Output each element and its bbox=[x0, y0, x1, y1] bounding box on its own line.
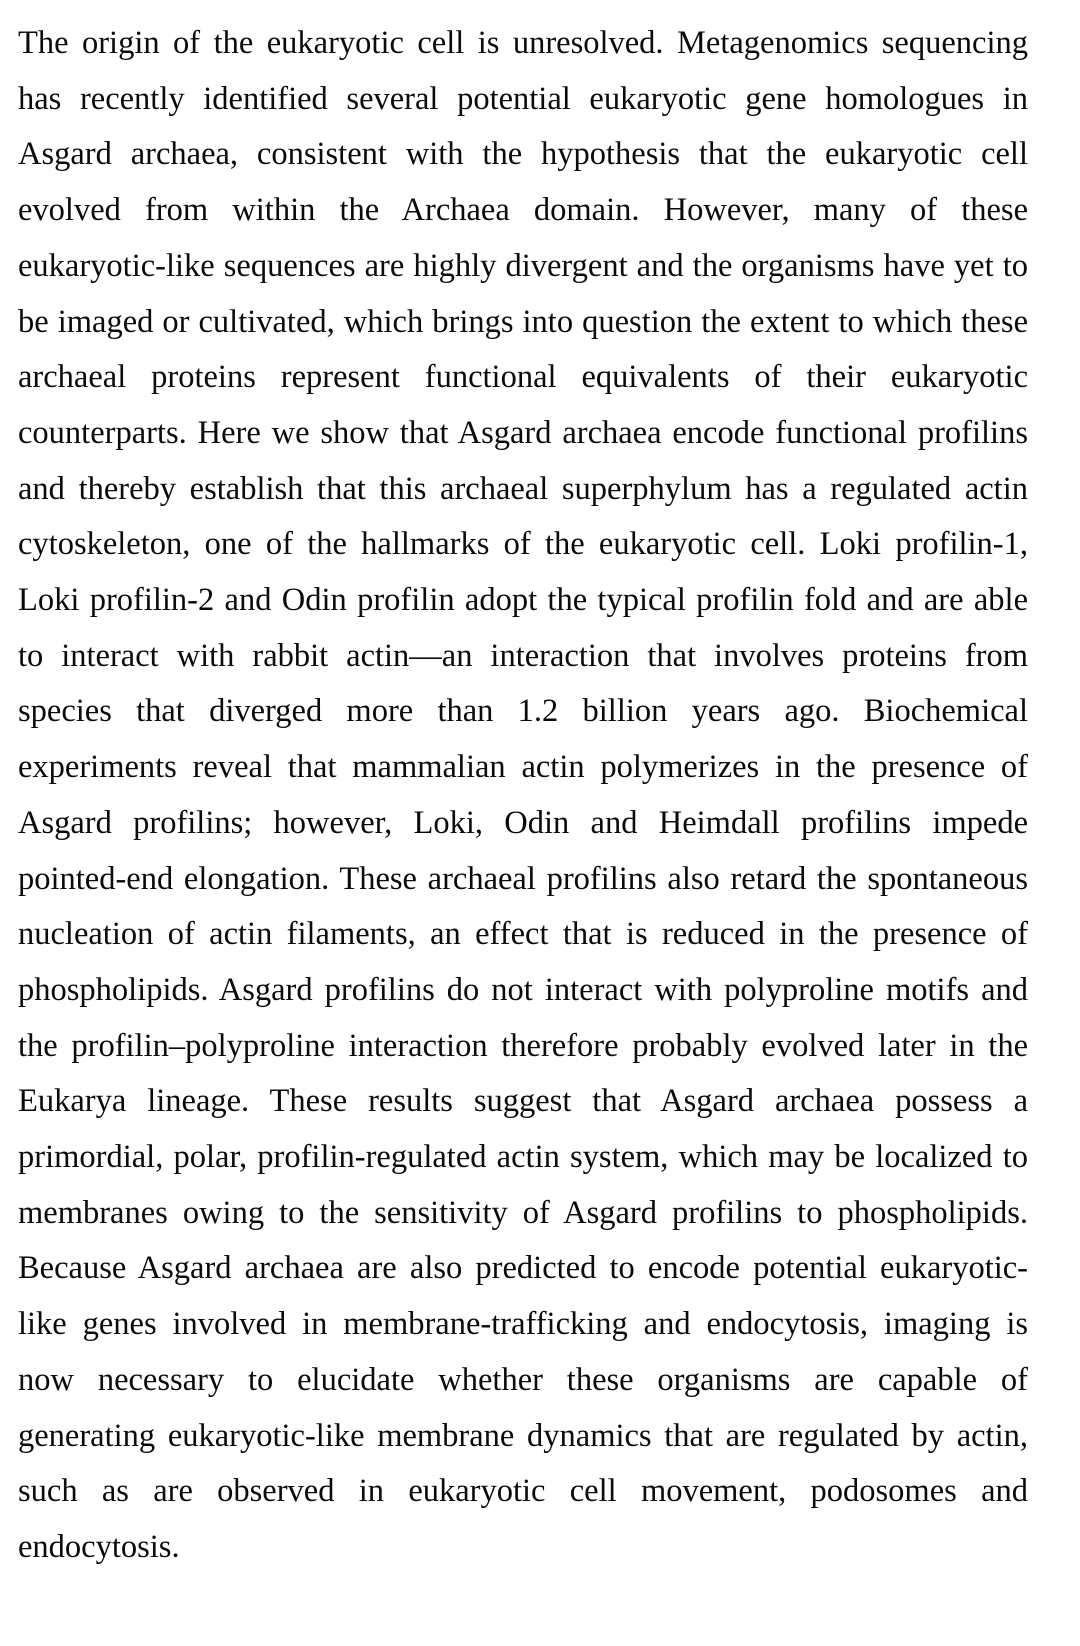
abstract-paragraph: The origin of the eukaryotic cell is unresolved. Metagenomics sequencing has recently identified several potential eukaryotic gene homologues in Asgard archaea, consistent with the hypothesis that the eukaryotic cell evolved from within the Archaea domain. However, many of these eukaryotic-like sequences are highly divergent and the organisms have yet to be imaged or cultivated, which brings into question the extent to which these archaeal proteins represent functional equivalents of their eukaryotic counterparts. Here we show that Asgard archaea encode functional profilins and thereby establish that this archaeal superphylum has a regulated actin cytoskeleton, one of the hallmarks of the eukaryotic cell. Loki profilin-1, Loki profilin-2 and Odin profilin adopt the typical profilin fold and are able to interact with rabbit actin—an interaction that involves proteins from species that diverged more than 1.2 billion years ago. Biochemical experiments reveal that mammalian actin polymerizes in the presence of Asgard profilins; however, Loki, Odin and Heimdall profilins impede pointed-end elongation. These archaeal profilins also retard the spontaneous nucleation of actin filaments, an effect that is reduced in the presence of phospholipids. Asgard profilins do not interact with polyproline motifs and the profilin–polyproline interaction therefore probably evolved later in the Eukarya lineage. These results suggest that Asgard archaea possess a primordial, polar, profilin-regulated actin system, which may be localized to membranes owing to the sensitivity of Asgard profilins to phospholipids. Because Asgard archaea are also predicted to encode potential eukaryotic-like genes involved in membrane-trafficking and endocytosis, imaging is now necessary to elucidate whether these organisms are capable of generating eukaryotic-like membrane dynamics that are regulated by actin, such as are observed in eukaryotic cell movement, podosomes and endocytosis. bbox=[18, 25, 1028, 1565]
